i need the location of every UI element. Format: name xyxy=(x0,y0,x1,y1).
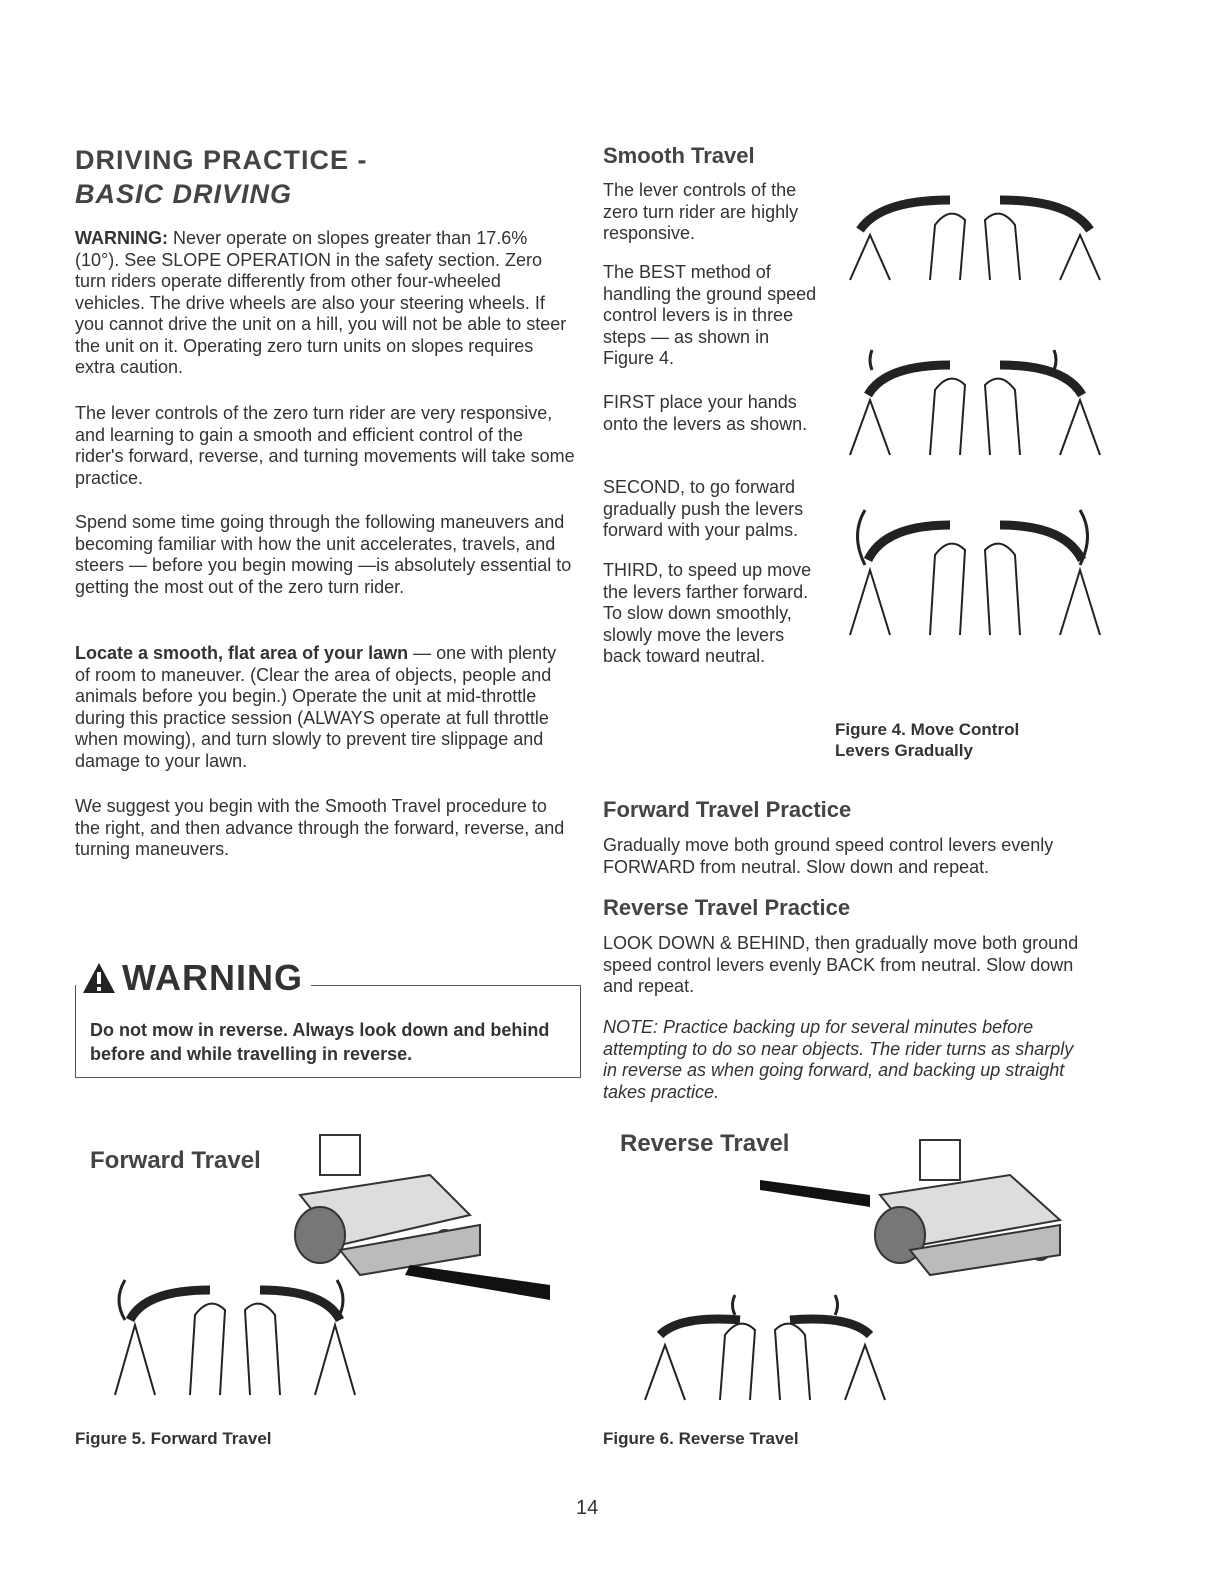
levers-figure5-illustration xyxy=(105,1275,365,1405)
reverse-practice-note: NOTE: Practice backing up for several minutes before attempting to do so near objects. The rider turns as sharply in reverse as when going forward, and backing up straight takes practice. xyxy=(603,1017,1074,1102)
warning-triangle-icon xyxy=(82,962,116,994)
warning-text: Never operate on slopes greater than 17.6% (10°). See SLOPE OPERATION in the safety section. Zero turn riders operate differently from other four-wheeled vehicles. The drive wheels are also your steering wheels. If you cannot drive the unit on a hill, you will not be able to steer the unit on it. Operating zero turn units on slopes requires extra caution. xyxy=(75,228,567,377)
levers-forward-illustration xyxy=(840,345,1110,465)
levers-figure6-illustration xyxy=(640,1290,890,1410)
levers-farther-forward-illustration xyxy=(840,505,1110,645)
mower-reverse-illustration xyxy=(760,1135,1080,1285)
figure-6-label: Reverse Travel xyxy=(620,1130,790,1157)
figure-5-caption: Figure 5. Forward Travel xyxy=(75,1429,272,1448)
forward-practice-text: Gradually move both ground speed control levers evenly FORWARD from neutral. Slow down and repeat. xyxy=(603,835,1054,877)
warning-label: WARNING: xyxy=(75,228,168,248)
warning-box-text: Do not mow in reverse. Always look down and behind before and while travelling in reverse. xyxy=(90,1020,550,1064)
smooth-travel-p4: SECOND, to go forward gradually push the levers forward with your palms. xyxy=(603,477,804,540)
warning-header xyxy=(82,958,311,998)
page-title: DRIVING PRACTICE - xyxy=(75,145,368,175)
mower-forward-illustration xyxy=(280,1125,560,1295)
paragraph-locate-area xyxy=(75,643,575,772)
smooth-travel-p3: FIRST place your hands onto the levers as shown. xyxy=(603,392,808,434)
reverse-practice-text: LOOK DOWN & BEHIND, then gradually move both ground speed control levers evenly BACK from neutral. Slow down and repeat. xyxy=(603,933,1079,996)
figure-4-caption: Figure 4. Move Control Levers Gradually xyxy=(835,720,1020,760)
figure-6-caption: Figure 6. Reverse Travel xyxy=(603,1429,799,1448)
page-number: 14 xyxy=(576,1497,599,1519)
slope-warning-paragraph xyxy=(75,228,575,379)
paragraph-suggest: We suggest you begin with the Smooth Travel procedure to the right, and then advance through the forward, reverse, and turning maneuvers. xyxy=(75,796,565,859)
smooth-travel-heading: Smooth Travel xyxy=(603,143,755,168)
smooth-travel-p1: The lever controls of the zero turn rider are highly responsive. xyxy=(603,180,799,243)
levers-neutral-illustration xyxy=(840,185,1110,295)
smooth-travel-p2: The BEST method of handling the ground speed control levers is in three steps — as shown in Figure 4. xyxy=(603,262,817,368)
figure-5-label: Forward Travel xyxy=(90,1147,261,1174)
warning-title: WARNING xyxy=(122,957,303,998)
locate-area-rest: — one with plenty of room to maneuver. (Clear the area of objects, people and animals before you begin.) Operate the unit at mid-throttle during this practice session (ALWAYS operate at full throttle when mowing), and turn slowly to prevent tire slippage and damage to your lawn. xyxy=(75,643,557,771)
paragraph-lever-controls: The lever controls of the zero turn rider are very responsive, and learning to gain a smooth and efficient control of the rider's forward, reverse, and turning movements will take some practice. xyxy=(75,403,575,488)
paragraph-maneuvers: Spend some time going through the following maneuvers and becoming familiar with how the unit accelerates, travels, and steers — before you begin mowing —is absolutely essential to getting the most out of the zero turn rider. xyxy=(75,512,572,597)
locate-area-bold: Locate a smooth, flat area of your lawn xyxy=(75,643,409,663)
page-subtitle: BASIC DRIVING xyxy=(75,179,293,209)
forward-practice-heading: Forward Travel Practice xyxy=(603,797,852,822)
smooth-travel-p5: THIRD, to speed up move the levers farther forward. To slow down smoothly, slowly move the levers back toward neutral. xyxy=(603,560,812,666)
warning-rule xyxy=(310,985,580,986)
reverse-practice-heading: Reverse Travel Practice xyxy=(603,895,851,920)
